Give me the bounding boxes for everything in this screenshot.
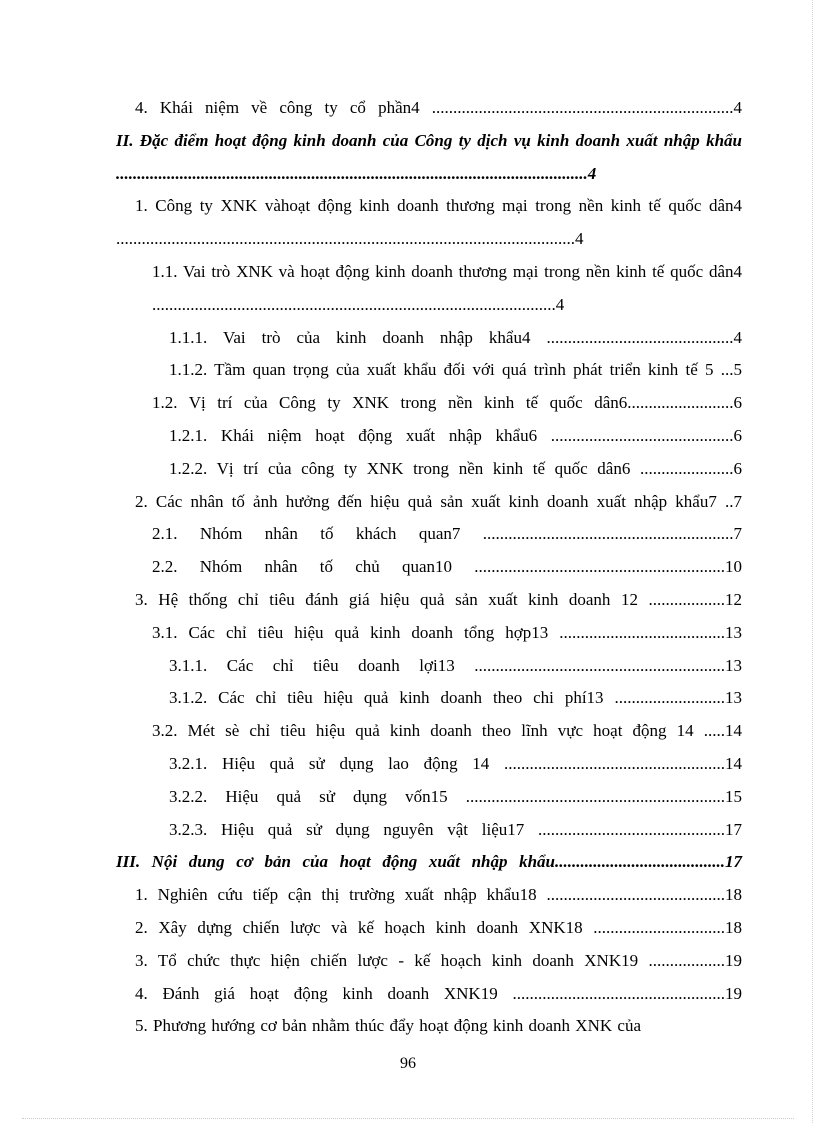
toc-entry: 4. Đánh giá hoạt động kinh doanh XNK19 ..................................................19: [135, 983, 742, 1003]
toc-entry: 1.1.1. Vai trò của kinh doanh nhập khẩu4 ............................................4: [169, 327, 742, 347]
toc-entry: 3.2.3. Hiệu quả sử dụng nguyên vật liệu17 ............................................17: [169, 819, 742, 839]
toc-entry: 3.2.1. Hiệu quả sử dụng lao động 14 ....................................................14: [169, 753, 742, 773]
toc-entry: 5. Phương hướng cơ bản nhằm thúc đẩy hoạt động kinh doanh XNK của: [135, 1016, 641, 1036]
table-of-contents: [116, 92, 742, 1043]
toc-entry: 1.2.2. Vị trí của công ty XNK trong nền kinh tế quốc dân6 ......................6: [169, 458, 742, 478]
toc-entry: 1.2.1. Khái niệm hoạt động xuất nhập khẩu6 ...........................................6: [169, 425, 742, 445]
toc-entry: 2.1. Nhóm nhân tố khách quan7 ...........................................................7: [152, 524, 742, 544]
toc-entry: 3.2. Mét sè chỉ tiêu hiệu quả kinh doanh theo lĩnh vực hoạt động 14 .....14: [152, 721, 742, 741]
toc-entry: 2. Các nhân tố ảnh hưởng đến hiệu quả sản xuất kinh doanh xuất nhập khẩu7 ..7: [135, 491, 742, 511]
toc-section-heading: III. Nội dung cơ bản của hoạt động xuất nhập khẩu........................................17: [116, 852, 742, 872]
toc-section-heading: II. Đặc điểm hoạt động kinh doanh của Công ty dịch vụ kinh doanh xuất nhập khẩu ...............................................................................................................4: [116, 130, 742, 183]
toc-entry: 1.1. Vai trò XNK và hoạt động kinh doanh thương mại trong nền kinh tế quốc dân4 ...............................................................................................4: [152, 261, 742, 314]
page-number: 96: [400, 1055, 416, 1072]
toc-entry: 2. Xây dựng chiến lược và kế hoạch kinh doanh XNK18 ...............................18: [135, 917, 742, 937]
toc-entry: 2.2. Nhóm nhân tố chủ quan10 ...........................................................10: [152, 557, 742, 577]
toc-entry: 1.2. Vị trí của Công ty XNK trong nền kinh tế quốc dân6.........................6: [152, 393, 742, 413]
toc-entry: 3. Tổ chức thực hiện chiến lược - kế hoạch kinh doanh XNK19 ..................19: [135, 950, 742, 970]
toc-entry: 3.1.2. Các chỉ tiêu hiệu quả kinh doanh theo chi phí13 ..........................13: [169, 688, 742, 708]
toc-entry: 4. Khái niệm về công ty cổ phần4 .......................................................................4: [135, 98, 742, 117]
page-bottom-divider: [22, 1118, 794, 1119]
toc-entry: 1.1.2. Tầm quan trọng của xuất khẩu đối với quá trình phát triển kinh tế 5 ...5: [169, 360, 742, 380]
toc-entry: 1. Công ty XNK vàhoạt động kinh doanh thương mại trong nền kinh tế quốc dân4 ............................................................................................................4: [116, 196, 742, 249]
page-right-divider: [812, 0, 813, 1123]
toc-entry: 3.1. Các chỉ tiêu hiệu quả kinh doanh tổng hợp13 .......................................13: [152, 622, 742, 642]
toc-entry: 3.1.1. Các chỉ tiêu doanh lợi13 ...........................................................13: [169, 655, 742, 675]
toc-entry: 1. Nghiên cứu tiếp cận thị trường xuất nhập khẩu18 ..........................................18: [135, 885, 742, 905]
toc-entry: 3. Hệ thống chỉ tiêu đánh giá hiệu quả sản xuất kinh doanh 12 ..................12: [135, 589, 742, 609]
toc-entry: 3.2.2. Hiệu quả sử dụng vốn15 .............................................................15: [169, 786, 742, 806]
